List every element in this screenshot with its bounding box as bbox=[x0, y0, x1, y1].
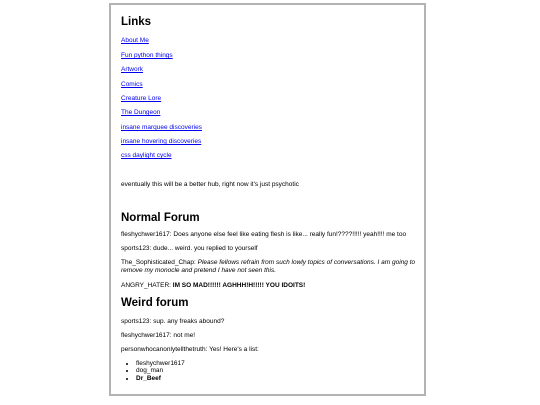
link-css-daylight-cycle[interactable]: css daylight cycle bbox=[121, 152, 172, 159]
post-message: not me! bbox=[173, 332, 196, 339]
post-message: IM SO MAD!!!!!! AGHHH!H!!!!! YOU IDOITS! bbox=[172, 282, 306, 289]
weird-forum-heading: Weird forum bbox=[121, 297, 189, 309]
post-author: personwhocanonlytellthetruth: bbox=[121, 346, 208, 353]
content-frame bbox=[109, 3, 426, 396]
post-author: ANGRY_HATER: bbox=[121, 282, 171, 289]
forum-post bbox=[121, 318, 416, 326]
post-author: The_Sophisticated_Chap: bbox=[121, 259, 196, 266]
forum-post bbox=[121, 245, 416, 253]
post-message: dude... weird. you replied to yourself bbox=[153, 245, 258, 252]
freaks-list bbox=[121, 360, 185, 382]
link-fun-python-things[interactable]: Fun python things bbox=[121, 52, 173, 59]
list-item: • Dr_Beef bbox=[136, 375, 185, 382]
post-message: sup. any freaks abound? bbox=[153, 318, 225, 325]
post-author: sports123: bbox=[121, 245, 152, 252]
post-author: fleshychwer1617: bbox=[121, 332, 172, 339]
list-item: • fleshychwer1617 bbox=[136, 360, 185, 367]
link-artwork[interactable]: Artwork bbox=[121, 66, 144, 73]
link-comics[interactable]: Comics bbox=[121, 81, 143, 88]
link-creature-lore[interactable]: Creature Lore bbox=[121, 95, 162, 102]
forum-post bbox=[121, 231, 416, 239]
link-insane-marquee-discoveries[interactable]: insane marquee discoveries bbox=[121, 124, 202, 131]
forum-post bbox=[121, 346, 416, 354]
link-the-dungeon[interactable]: The Dungeon bbox=[121, 109, 161, 116]
post-author: sports123: bbox=[121, 318, 152, 325]
post-author: fleshychwer1617: bbox=[121, 231, 172, 238]
link-insane-hovering-discoveries[interactable]: insane hovering discoveries bbox=[121, 138, 202, 145]
forum-post bbox=[121, 282, 416, 290]
links-heading: Links bbox=[121, 16, 152, 28]
post-message: Yes! Here's a list: bbox=[209, 346, 259, 353]
post-message: Please fellows refrain from such lowly topics of conversations. I am going to remove my monocle and pretend I have not seen this. bbox=[121, 259, 416, 274]
forum-post bbox=[121, 259, 416, 275]
post-message: Does anyone else feel like eating flesh is like... really fun!????!!!!! yeah!!!! me too bbox=[173, 231, 407, 238]
normal-forum-heading: Normal Forum bbox=[121, 212, 200, 224]
link-about-me[interactable]: About Me bbox=[121, 37, 149, 44]
hub-note: eventually this will be a better hub, right now it's just psychotic bbox=[121, 181, 299, 188]
list-item: • dog_man bbox=[136, 367, 185, 374]
forum-post bbox=[121, 332, 416, 340]
